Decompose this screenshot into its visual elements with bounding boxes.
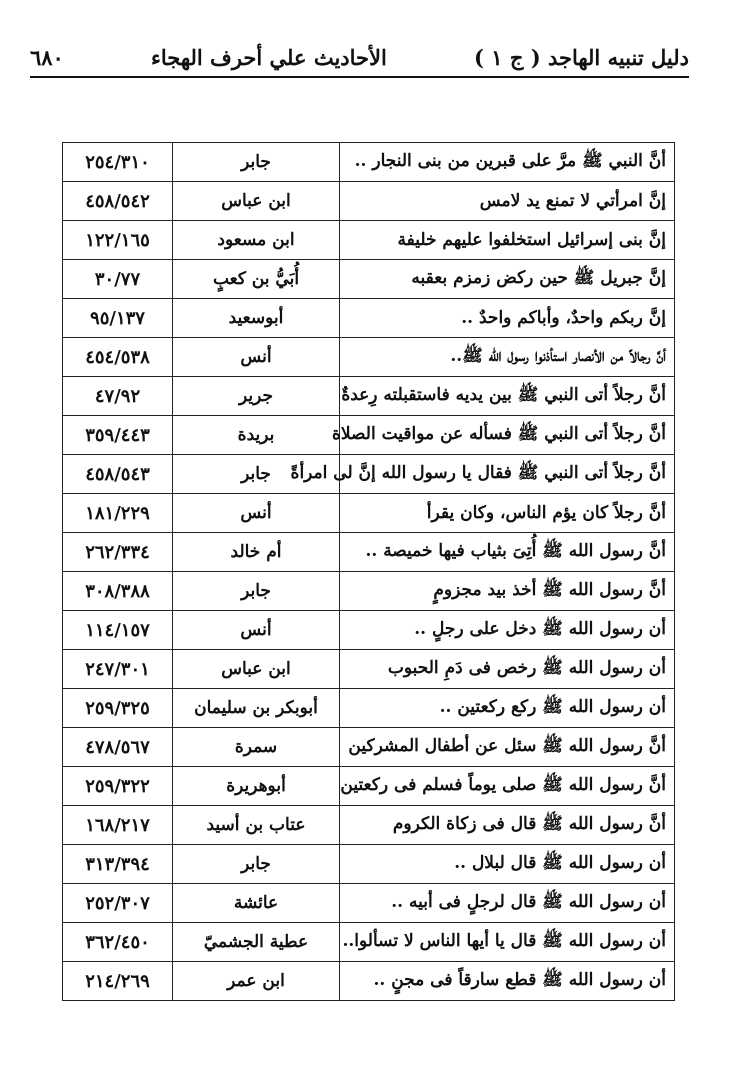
table-row xyxy=(63,572,675,611)
table-row xyxy=(63,260,675,299)
hadith-text-cell: أنَّ رجلاً كان يؤم الناس، وكان يقرأ xyxy=(340,494,675,533)
hadith-text-cell: أن رسول الله ﷺ رخص فى دَمِ الحبوب xyxy=(340,650,675,689)
hadith-text-cell: أن رسول الله ﷺ دخل على رجلٍ .. xyxy=(340,611,675,650)
table-row xyxy=(63,845,675,884)
hadith-text-cell: أن رسول الله ﷺ ركع ركعتين .. xyxy=(340,689,675,728)
narrator-cell: أبوبكر بن سليمان xyxy=(173,689,340,728)
narrator-cell: أنس xyxy=(173,494,340,533)
reference-cell: ٤٥٨/٥٤٣ xyxy=(63,455,173,494)
narrator-cell: ابن عباس xyxy=(173,182,340,221)
page-number: ٦٨٠ xyxy=(30,44,64,70)
reference-cell: ٢٦٢/٣٣٤ xyxy=(63,533,173,572)
table-row xyxy=(63,806,675,845)
table-row xyxy=(63,299,675,338)
narrator-cell: أم خالد xyxy=(173,533,340,572)
table-row xyxy=(63,611,675,650)
hadith-text-cell: أنَّ رجلاً أتى النبي ﷺ فسأله عن مواقيت الصلاة xyxy=(340,416,675,455)
table-row xyxy=(63,689,675,728)
hadith-text-cell: إنَّ جبريل ﷺ حين ركض زمزم بعقبه xyxy=(340,260,675,299)
hadith-index-table xyxy=(62,142,675,1001)
narrator-cell: عتاب بن أسيد xyxy=(173,806,340,845)
hadith-text-cell: أن رسول الله ﷺ قال يا أيها الناس لا تسألوا.. xyxy=(340,923,675,962)
reference-cell: ٢١٤/٢٦٩ xyxy=(63,962,173,1001)
narrator-cell: أنس xyxy=(173,338,340,377)
hadith-text-cell: أن رسول الله ﷺ قال لرجلٍ فى أبيه .. xyxy=(340,884,675,923)
hadith-text-cell: إنَّ بنى إسرائيل استخلفوا عليهم خليفة xyxy=(340,221,675,260)
hadith-text-cell: أنَّ رسول الله ﷺ صلى يوماً فسلم فى ركعتين xyxy=(340,767,675,806)
reference-cell: ١٦٨/٢١٧ xyxy=(63,806,173,845)
reference-cell: ٢٤٧/٣٠١ xyxy=(63,650,173,689)
narrator-cell: ابن عباس xyxy=(173,650,340,689)
reference-cell: ١٢٢/١٦٥ xyxy=(63,221,173,260)
section-title: الأحاديث علي أحرف الهجاء xyxy=(151,44,387,70)
reference-cell: ٢٥٩/٣٢٥ xyxy=(63,689,173,728)
narrator-cell: عائشة xyxy=(173,884,340,923)
narrator-cell: أُبَيُّ بن كعبٍ xyxy=(173,260,340,299)
table-row xyxy=(63,221,675,260)
table-row xyxy=(63,338,675,377)
narrator-cell: جرير xyxy=(173,377,340,416)
reference-cell: ٢٥٤/٣١٠ xyxy=(63,143,173,182)
reference-cell: ٤٧٨/٥٦٧ xyxy=(63,728,173,767)
table-row xyxy=(63,416,675,455)
table-row xyxy=(63,884,675,923)
narrator-cell: ابن عمر xyxy=(173,962,340,1001)
table-row xyxy=(63,455,675,494)
hadith-text-cell: أنَّ رسول الله ﷺ قال فى زكاة الكروم xyxy=(340,806,675,845)
hadith-text-cell: أن رسول الله ﷺ قطع سارقاً فى مجنٍ .. xyxy=(340,962,675,1001)
table-row xyxy=(63,923,675,962)
narrator-cell: عطية الجشميّ xyxy=(173,923,340,962)
narrator-cell: أبوسعيد xyxy=(173,299,340,338)
table-row xyxy=(63,143,675,182)
hadith-text-cell: أنَّ النبي ﷺ مرَّ على قبرين من بنى النجار .. xyxy=(340,143,675,182)
table-row xyxy=(63,962,675,1001)
hadith-text-cell: أن رسول الله ﷺ قال لبلال .. xyxy=(340,845,675,884)
reference-cell: ٣١٣/٣٩٤ xyxy=(63,845,173,884)
reference-cell: ١٨١/٢٢٩ xyxy=(63,494,173,533)
reference-cell: ٩٥/١٣٧ xyxy=(63,299,173,338)
narrator-cell: جابر xyxy=(173,845,340,884)
table-row xyxy=(63,377,675,416)
reference-cell: ٤٥٨/٥٤٢ xyxy=(63,182,173,221)
narrator-cell: سمرة xyxy=(173,728,340,767)
hadith-text-cell: إنَّ ربكم واحدٌ، وأباكم واحدٌ .. xyxy=(340,299,675,338)
page-header xyxy=(30,40,689,74)
narrator-cell: أبوهريرة xyxy=(173,767,340,806)
table-row xyxy=(63,533,675,572)
narrator-cell: أنس xyxy=(173,611,340,650)
reference-cell: ٢٥٢/٣٠٧ xyxy=(63,884,173,923)
reference-cell: ٣٠٨/٣٨٨ xyxy=(63,572,173,611)
reference-cell: ٢٥٩/٣٢٢ xyxy=(63,767,173,806)
table-row xyxy=(63,650,675,689)
narrator-cell: جابر xyxy=(173,572,340,611)
hadith-text-cell: أنَّ رسول الله ﷺ سئل عن أطفال المشركين xyxy=(340,728,675,767)
hadith-text-cell: أنَّ رجلاً أتى النبي ﷺ بين يديه فاستقبلته رِعدةٌ xyxy=(340,377,675,416)
hadith-text-cell: أنَّ رجلاً أتى النبي ﷺ فقال يا رسول الله إنَّ لى امرأةً xyxy=(340,455,675,494)
hadith-text-cell: أنَّ رجالاً من الأنصار استأذنوا رسول الله ﷺ.. xyxy=(340,338,675,377)
table-row xyxy=(63,494,675,533)
narrator-cell: جابر xyxy=(173,143,340,182)
reference-cell: ٣٥٩/٤٤٣ xyxy=(63,416,173,455)
table-row xyxy=(63,767,675,806)
reference-cell: ٣٠/٧٧ xyxy=(63,260,173,299)
narrator-cell: ابن مسعود xyxy=(173,221,340,260)
narrator-cell: بريدة xyxy=(173,416,340,455)
hadith-text-cell: أنَّ رسول الله ﷺ أُتِىَ بثياب فيها خميصة .. xyxy=(340,533,675,572)
table-row xyxy=(63,728,675,767)
narrator-cell: جابر xyxy=(173,455,340,494)
hadith-text-cell: أنَّ رسول الله ﷺ أخذ بيد مجزومٍ xyxy=(340,572,675,611)
reference-cell: ١١٤/١٥٧ xyxy=(63,611,173,650)
book-title: دليل تنبيه الهاجد ( ج ١ ) xyxy=(474,44,689,70)
reference-cell: ٤٥٤/٥٣٨ xyxy=(63,338,173,377)
reference-cell: ٤٧/٩٢ xyxy=(63,377,173,416)
hadith-text-cell: إنَّ امرأتي لا تمنع يد لامس xyxy=(340,182,675,221)
header-rule xyxy=(30,76,689,78)
table-row xyxy=(63,182,675,221)
reference-cell: ٣٦٢/٤٥٠ xyxy=(63,923,173,962)
